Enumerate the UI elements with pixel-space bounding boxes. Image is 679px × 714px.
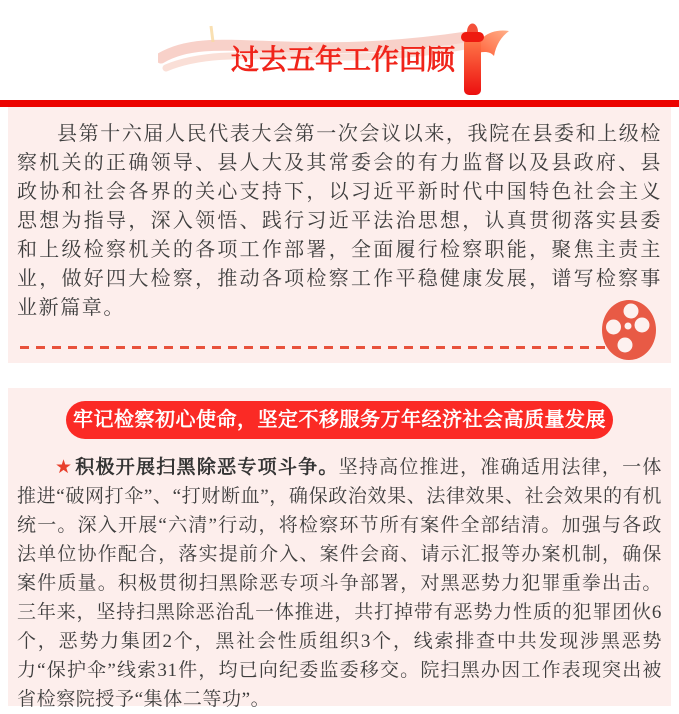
paragraph-body: 坚持高位推进，准确适用法律，一体推进“破网打伞”、“打财断血”，确保政治效果、法律效果、社会效果的有机统一。深入开展“六清”行动，将检察环节所有案件全部结清。加强与各政法单位协作配合，落实提前介入、案件会商、请示汇报等办案机制，确保案件质量。积极贯彻扫黑除恶专项斗争部署，对黑恶势力犯罪重拳出击。三年来，坚持扫黑除恶治乱一体推进，共打掉带有恶势力性质的犯罪团伙6个，恶势力集团2个，黑社会性质组织3个，线索排查中共发现涉黑恶势力“保护伞”线索31件，均已向纪委监委移交。院扫黑办因工作表现突出被省检察院授予“集体二等功”。 (17, 457, 662, 710)
intro-panel (8, 107, 671, 363)
divider-bar (0, 100, 679, 107)
torch-icon (450, 23, 512, 96)
section-panel (8, 388, 671, 710)
page-title: 过去五年工作回顾 (231, 44, 456, 75)
section-banner: 牢记检察初心使命，坚定不移服务万年经济社会高质量发展 (66, 401, 613, 439)
title-header (0, 0, 679, 100)
paragraph-lead: 积极开展扫黑除恶专项斗争。 (75, 457, 339, 478)
section-paragraph (17, 453, 662, 714)
dashed-divider (20, 346, 608, 349)
star-icon: ★ (55, 457, 74, 478)
intro-paragraph: 县第十六届人民代表大会第一次会议以来，我院在县委和上级检察机关的正确领导、县人大及其常委会的有力监督以及县政府、县政协和社会各界的关心支持下，以习近平新时代中国特色社会主义思想为指导，深入领悟、践行习近平法治思想，认真贯彻落实县委和上级检察机关的各项工作部署，全面履行检察职能，聚焦主责主业，做好四大检察，推动各项检察工作平稳健康发展，谱写检察事业新篇章。 (17, 123, 662, 319)
film-reel-icon (602, 299, 660, 361)
